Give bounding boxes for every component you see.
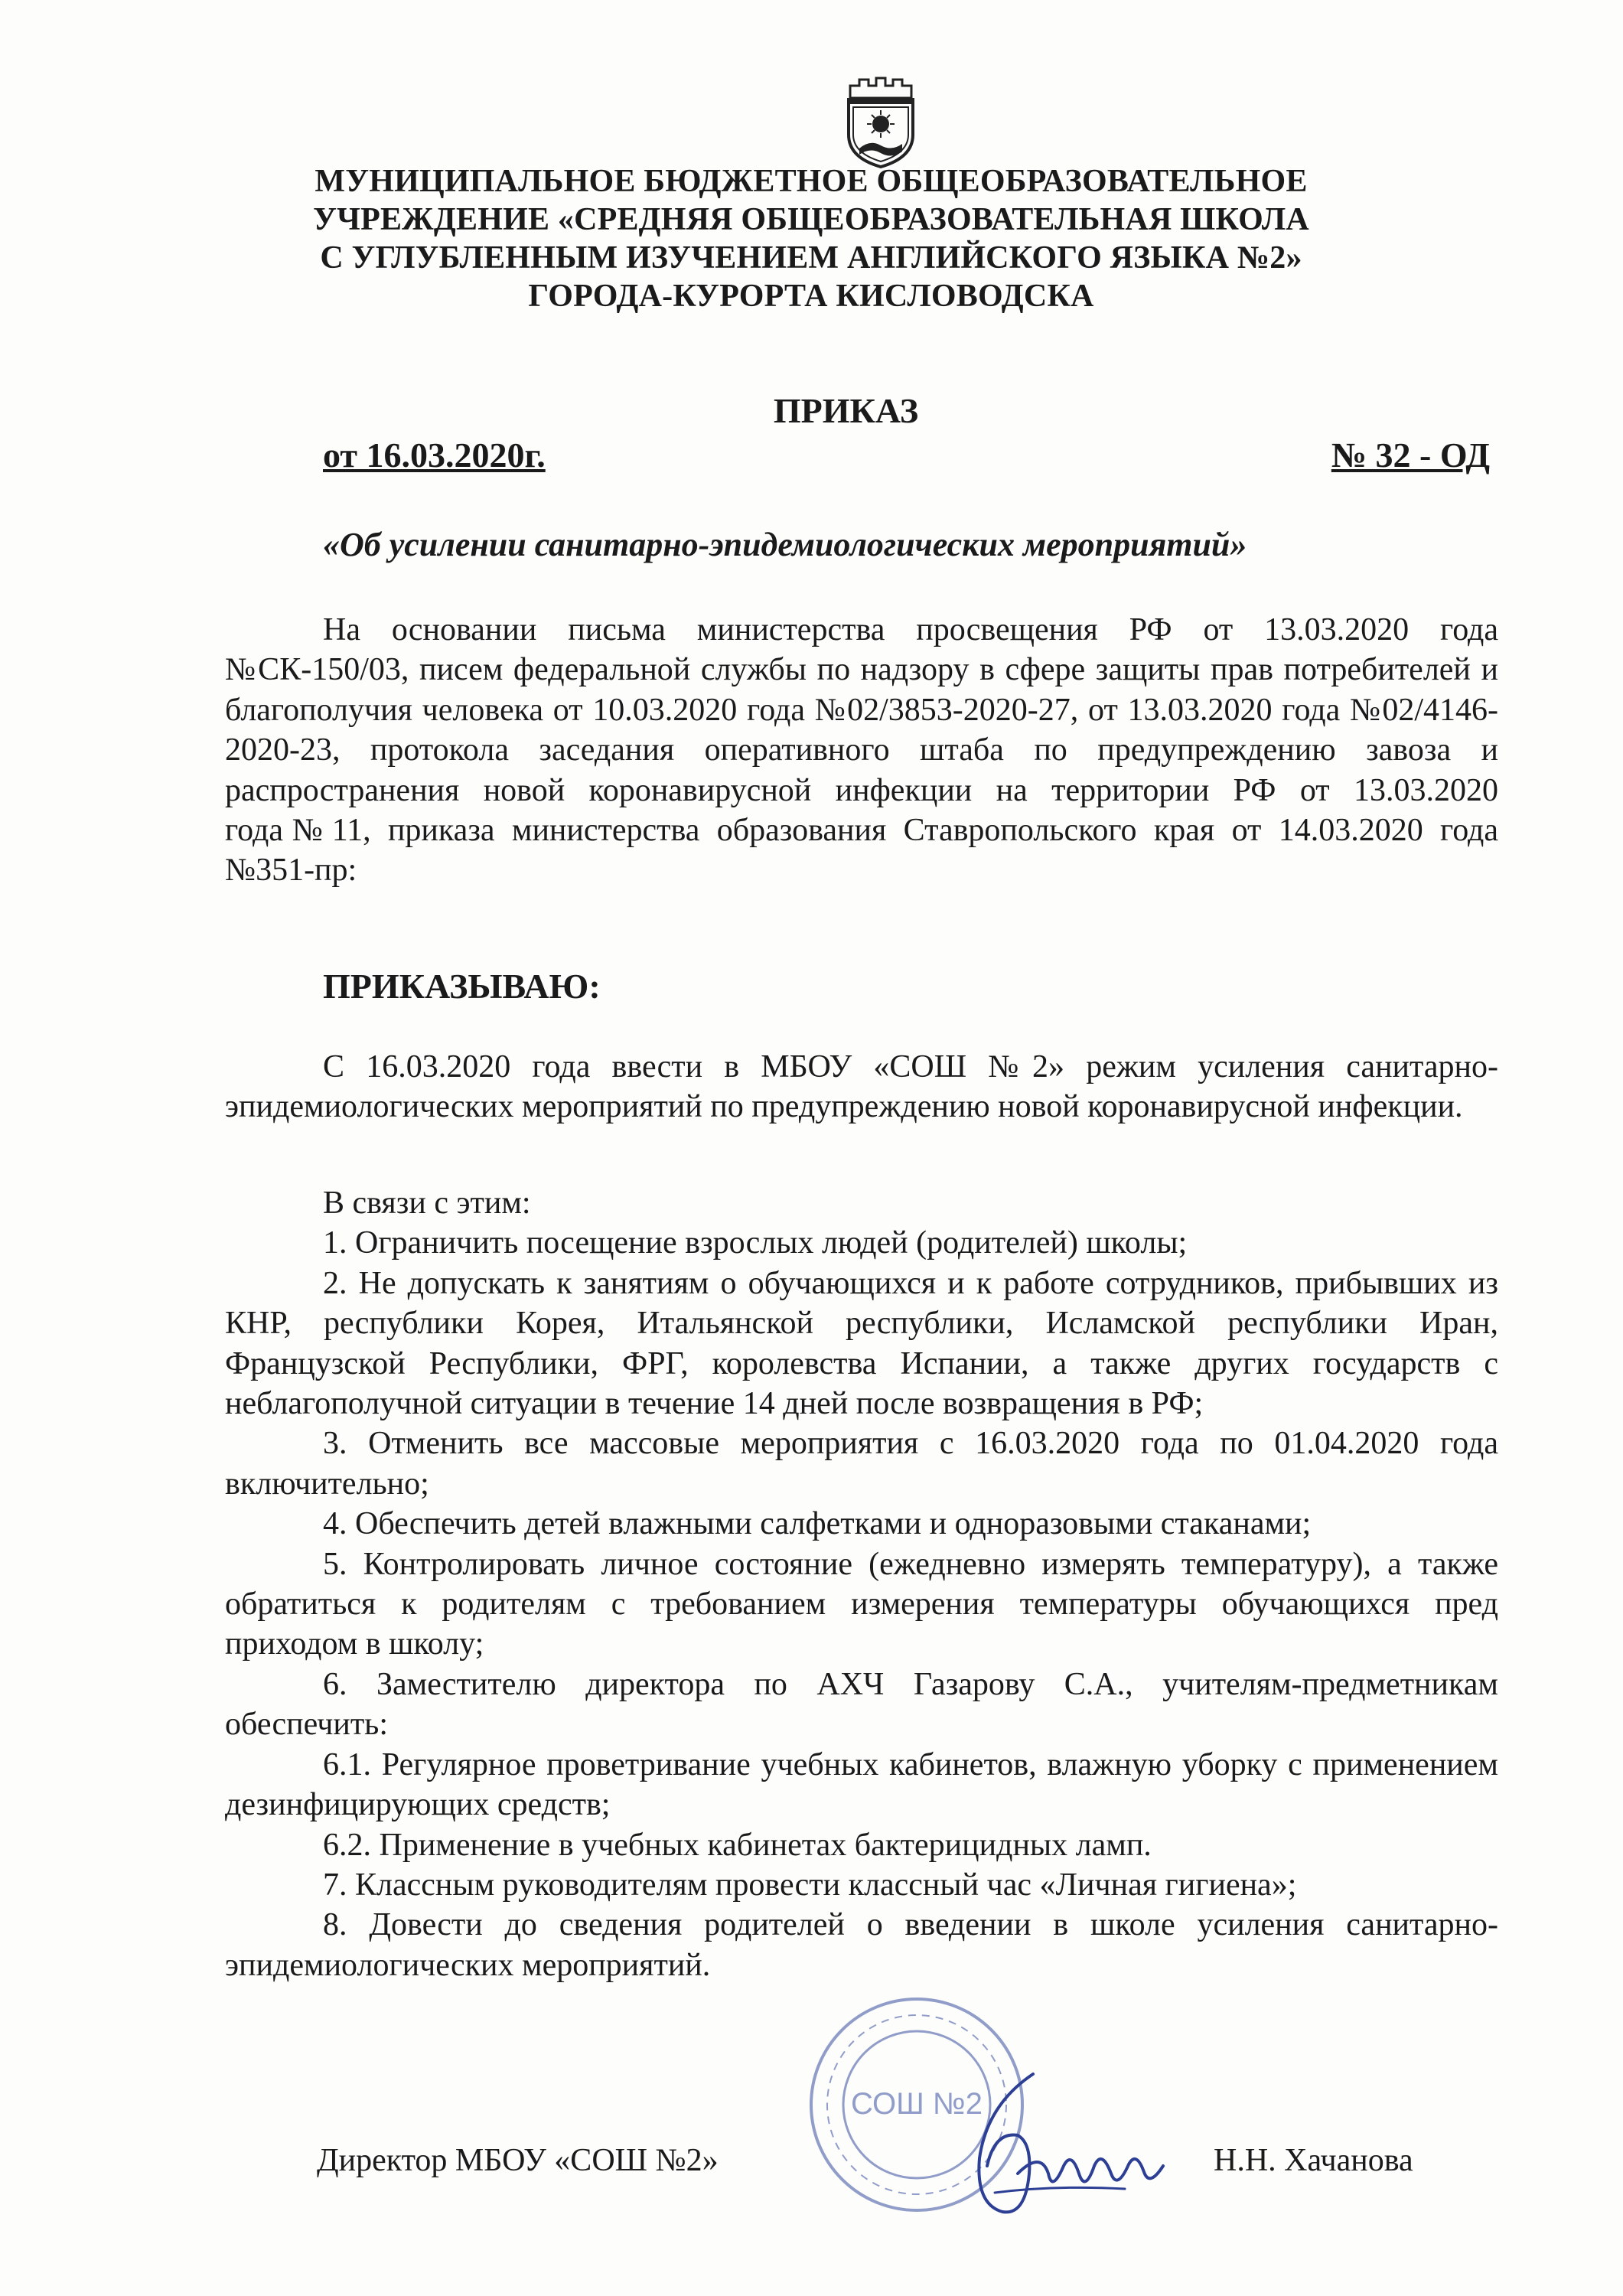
order-date: от 16.03.2020г. <box>323 435 546 475</box>
order-item: 8. Довести до сведения родителей о введении в школе усиления санитарно-эпидемиологических мероприятий. <box>225 1907 1498 1983</box>
header-line: МУНИЦИПАЛЬНОЕ БЮДЖЕТНОЕ ОБЩЕОБРАЗОВАТЕЛЬНОЕ <box>314 164 1308 199</box>
signatory-role: Директор МБОУ «СОШ №2» <box>317 2143 719 2178</box>
order-item: В связи с этим: <box>323 1186 531 1221</box>
signatory-name: Н.Н. Хачанова <box>1214 2143 1413 2178</box>
basis-paragraph: На основании письма министерства просвещения РФ от 13.03.2020 года №СК-150/03, писем федеральной службы по надзору в сфере защиты прав потребителей и благополучия человека от 10.03.2020 года №02/3853-2020-27, от 13.03.2020 года №02/4146-2020-23, протокола заседания оперативного штаба по предупреждению завоза и распространения новой коронавирусной инфекции на территории РФ от 13.03.2020 года№11, приказа министерства образования Ставропольского края от 14.03.2020 года №351-пр: <box>225 612 1498 889</box>
order-item: 6.2. Применение в учебных кабинетах бактерицидных ламп. <box>323 1827 1152 1863</box>
order-title: ПРИКАЗ <box>773 391 919 430</box>
intro-paragraph: С 16.03.2020 года ввести в МБОУ «СОШ №2» режим усиления санитарно-эпидемиологических мероприятий по предупреждению новой коронавирусной инфекции. <box>225 1049 1498 1125</box>
order-item: 1. Ограничить посещение взрослых людей (родителей) школы; <box>323 1225 1188 1261</box>
order-item: 7. Классным руководителям провести классный час «Личная гигиена»; <box>323 1867 1297 1903</box>
order-item: 6.1. Регулярное проветривание учебных кабинетов, влажную уборку с применением дезинфицирующих средств; <box>225 1746 1498 1823</box>
order-item: 4. Обеспечить детей влажными салфетками и одноразовыми стаканами; <box>323 1506 1312 1542</box>
handwritten-signature-icon <box>941 2059 1171 2235</box>
header-line: УЧРЕЖДЕНИЕ «СРЕДНЯЯ ОБЩЕОБРАЗОВАТЕЛЬНАЯ ШКОЛА <box>313 202 1309 237</box>
organization-header <box>230 162 1393 315</box>
order-word-heading: ПРИКАЗЫВАЮ: <box>323 967 601 1006</box>
order-number: № 32 - ОД <box>1331 435 1490 475</box>
order-items-list <box>225 1183 1498 1985</box>
order-subject: «Об усилении санитарно-эпидемиологических мероприятий» <box>323 526 1247 563</box>
coat-of-arms-icon <box>836 75 925 170</box>
order-item: 3. Отменить все массовые мероприятия с 16.03.2020 года по 01.04.2020 года включительно; <box>225 1426 1498 1502</box>
order-item: 2. Не допускать к занятиям о обучающихся и к работе сотрудников, прибывших из КНР, республики Корея, Итальянской республики, Исламской республики Иран, Французской Республики, ФРГ, королевства Испании, а также других государств с неблагополучной ситуации в течение 14 дней после возвращения в РФ; <box>225 1265 1498 1422</box>
header-line: С УГЛУБЛЕННЫМ ИЗУЧЕНИЕМ АНГЛИЙСКОГО ЯЗЫКА №2» <box>320 240 1302 276</box>
order-item: 5. Контролировать личное состояние (ежедневно измерять температуру), а также обратиться к родителям с требованием измерения температуры обучающихся пред приходом в школу; <box>225 1546 1498 1662</box>
header-line: ГОРОДА-КУРОРТА КИСЛОВОДСКА <box>528 279 1094 314</box>
order-item: 6. Заместителю директора по АХЧ Газарову С.А., учителям-предметникам обеспечить: <box>225 1666 1498 1743</box>
stamp-text: СОШ №2 <box>850 2087 983 2121</box>
